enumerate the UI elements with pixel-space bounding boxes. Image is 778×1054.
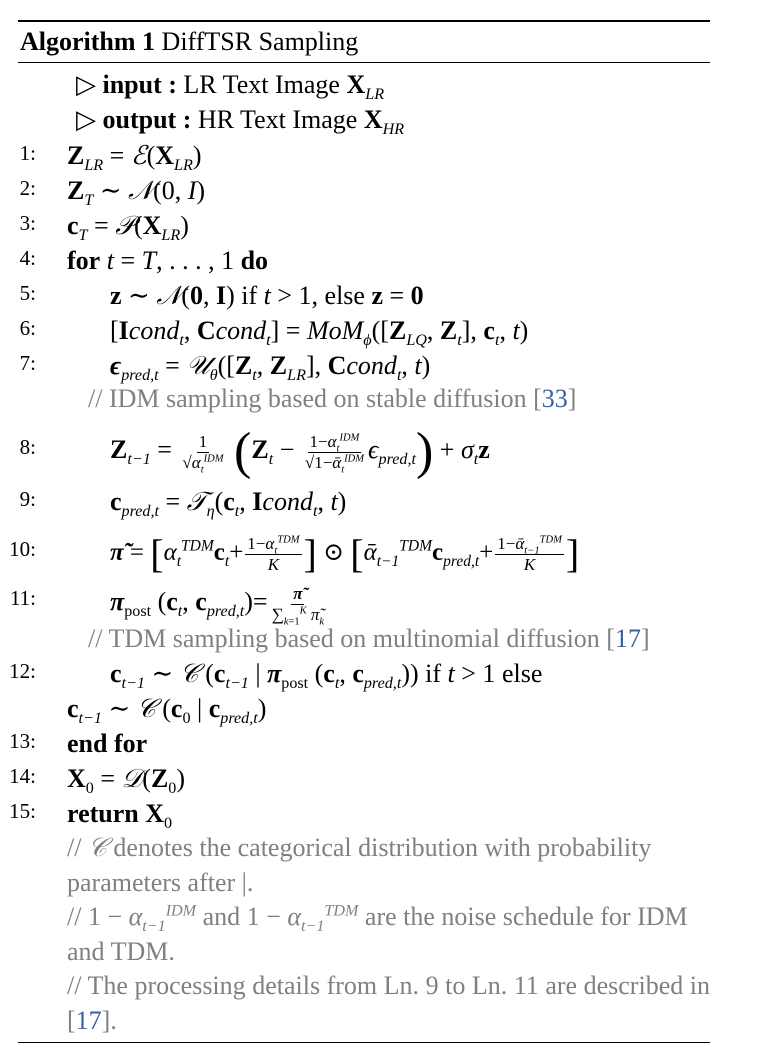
line-number: 4: [19,246,36,270]
line-number: 2: [19,176,36,200]
note-2-text: are the noise schedule for IDM and TDM. [67,902,688,966]
input-text: LR Text Image [183,70,340,99]
tdm-comment-text: // TDM sampling based on multinomial diffusion [ [88,624,615,653]
bracket-close: ] [640,624,650,653]
note-1: // 𝒞 denotes the categorical distribution with probability parameters after |. [67,833,652,897]
line-number: 8: [19,435,36,459]
bracket-close: ]. [101,1006,117,1035]
algo-line-8: 8: $Z_{t-1}$ = $\frac{1}{√\alpha_t^{IDM}}$ ($Z_t$ − $\frac{1-\alpha_t^{IDM}}{√1-ᾱ_t^{IDM}}$ $\epsilon_{pred,t}) + \sigma_tz$ [0,426,760,476]
else-text: , else [311,281,365,310]
output-label: output : [102,105,192,134]
line-number: 13: [9,729,36,753]
note-2-and: and [202,902,241,931]
line-number: 5: [19,281,36,305]
do-keyword: do [240,246,269,275]
input-label: input : [102,70,177,99]
note-2: // $1 - \alpha_{t-1}^{IDM}$ and $1 - \alpha_{t-1}^{TDM}$ are the noise schedule for IDM and TDM. [67,902,688,966]
algorithm-label: Algorithm 1 [20,27,156,56]
line-number: 6: [19,316,36,340]
idm-comment-text: // IDM sampling based on stable diffusion [ [88,384,542,413]
line-number: 9: [19,487,36,511]
title-rule [18,62,710,63]
if-text: if [241,281,258,310]
if-text: if [425,659,442,688]
line-number: 15: [9,799,36,823]
line-number: 3: [19,211,36,235]
triangle-icon: ▷ [76,105,96,134]
note-1-text: denotes the categorical distribution with probability parameters after |. [67,833,652,897]
else-text: else [501,659,543,688]
algorithm-title [18,22,710,62]
line-number: 1: [19,141,36,165]
for-keyword: for [67,246,101,275]
line-number: 7: [19,351,36,375]
line-number: 14: [9,764,36,788]
line-number: 12: [9,659,36,683]
note-3-text: // The processing details from Ln. 9 to Ln. 11 are described in [ [67,971,710,1035]
output-text: HR Text Image [197,105,358,134]
triangle-icon: ▷ [76,70,96,99]
post-subscript: post [124,603,152,621]
citation-link[interactable]: 17 [75,1006,102,1035]
algo-line-11: 11: $\pi_{post}$ ($c_t$, $c_{pred,t})=$ $\frac{\pĩ}{\sum_{k=1}^K \pĩ_k}$ [0,584,760,624]
bracket-close: ] [567,384,577,413]
citation-link[interactable]: 33 [541,384,568,413]
algorithm-box [18,20,710,63]
bottom-rule [18,1042,710,1043]
end-for-keyword: end for [67,729,148,758]
line-number: 10: [9,537,36,561]
line-number: 11: [9,586,36,610]
return-keyword: return [67,799,139,828]
note-3 [67,968,710,1038]
algorithm-name: DiffTSR Sampling [161,27,359,56]
algo-line-10: 10: π̃ = [$\alpha_t^{TDM}c_t+$ $\frac{1-\alpha_t^{TDM}}{K}$ ] ⊙ [$ᾱ_{t-1}^{TDM}c_{pred,t}+$ $\frac{1-ᾱ_{t-1}^{TDM}}{K}$ ] [0,530,760,574]
citation-link[interactable]: 17 [614,624,641,653]
